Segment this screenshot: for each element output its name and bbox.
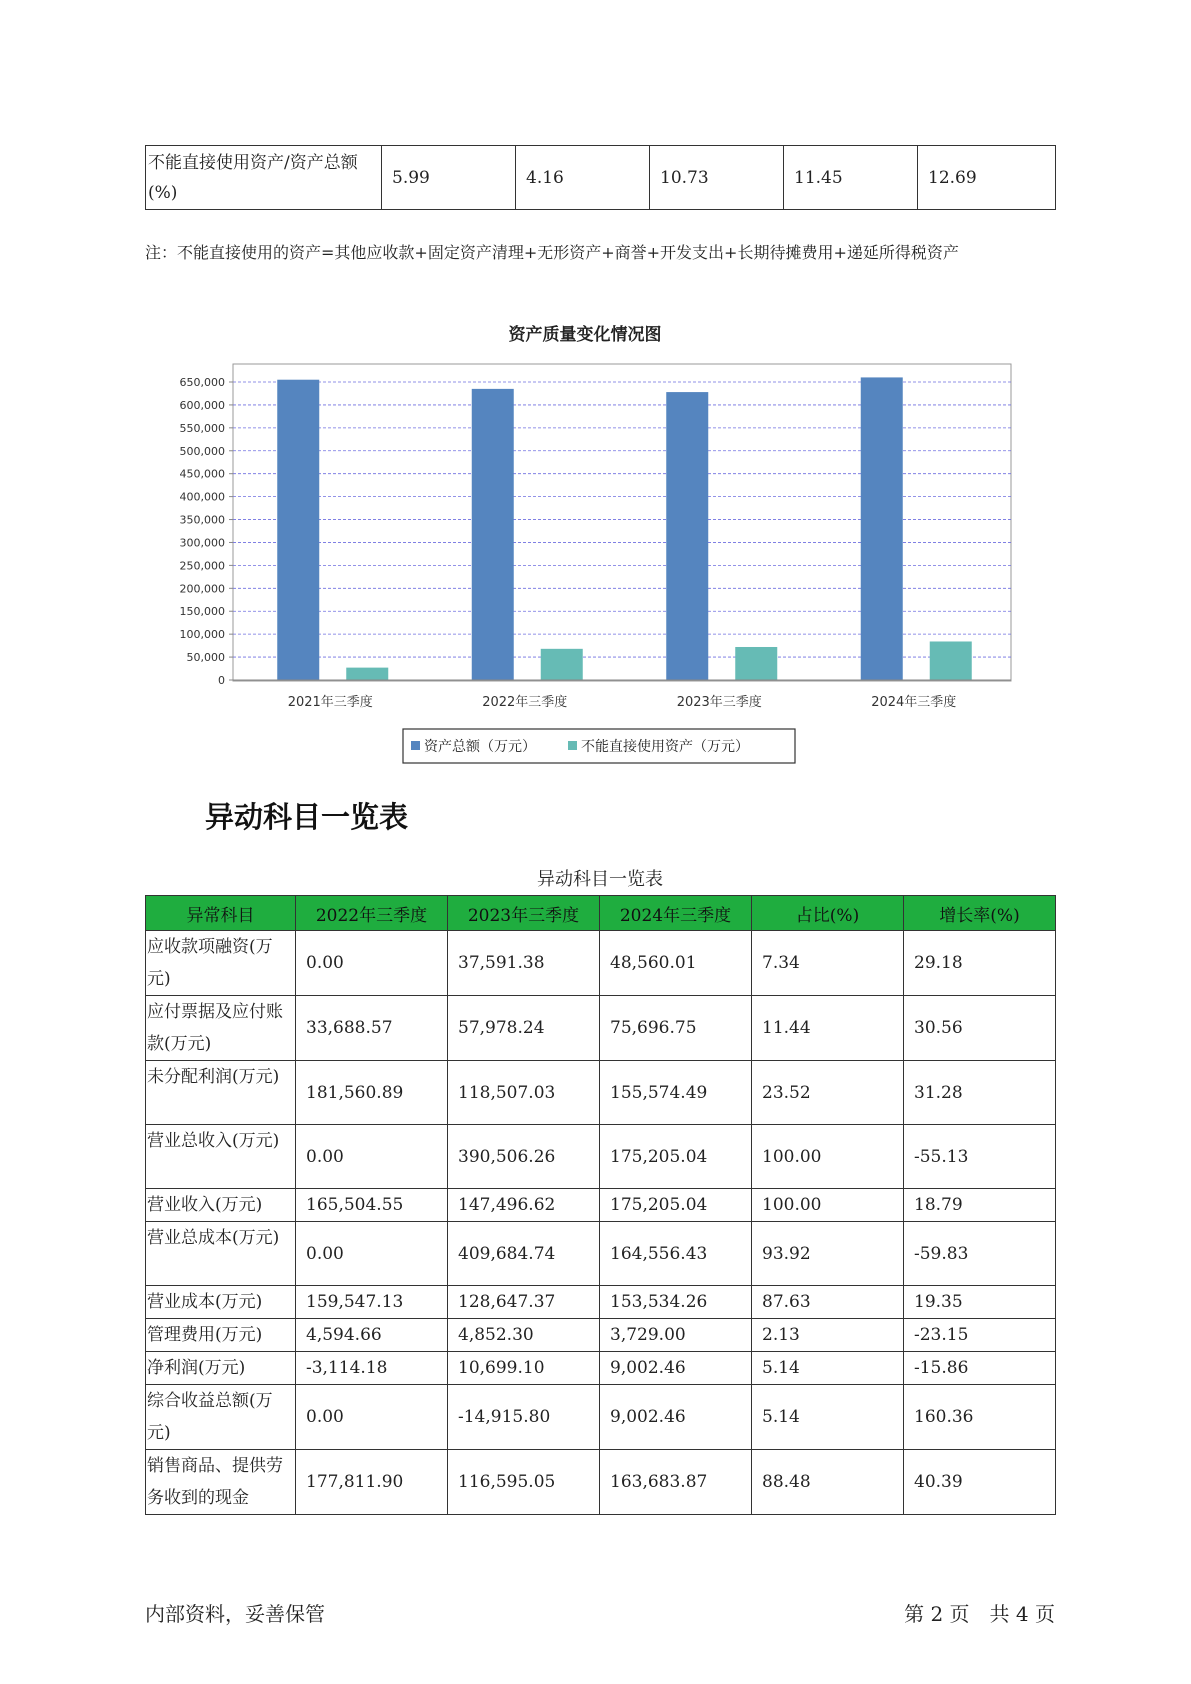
table-cell: 159,547.13 [296,1286,448,1319]
y-tick-label: 250,000 [179,559,225,573]
chart-legend [403,729,795,763]
table-cell: 11.44 [752,996,904,1061]
table-cell: 4,594.66 [296,1319,448,1352]
column-header: 2024年三季度 [600,896,752,931]
table-row [146,1189,1056,1222]
table-cell: 118,507.03 [448,1061,600,1125]
footer-confidential: 内部资料，妥善保管 [145,1602,325,1626]
table-row [146,146,1056,210]
table-cell: 390,506.26 [448,1125,600,1189]
table-cell: 128,647.37 [448,1286,600,1319]
table-cell: 160.36 [904,1385,1056,1450]
asset-ratio-label: 不能直接使用资产/资产总额(%) [146,146,382,210]
legend-label: 不能直接使用资产（万元） [581,739,749,755]
table-cell: 9,002.46 [600,1385,752,1450]
table-cell: 2.13 [752,1319,904,1352]
table-cell: 93.92 [752,1222,904,1286]
table-cell: 75,696.75 [600,996,752,1061]
table-cell: 147,496.62 [448,1189,600,1222]
table-cell: 29.18 [904,931,1056,996]
table-cell: 31.28 [904,1061,1056,1125]
table-cell: 88.48 [752,1450,904,1515]
legend-label: 资产总额（万元） [424,739,536,755]
x-tick-label: 2021年三季度 [287,695,373,710]
asset-quality-chart [140,310,1020,770]
table-cell: 100.00 [752,1189,904,1222]
legend-swatch [411,741,420,750]
column-header: 2022年三季度 [296,896,448,931]
bar-unusable-assets [541,649,583,680]
table-cell: 30.56 [904,996,1056,1061]
table-cell: -15.86 [904,1352,1056,1385]
y-tick-label: 150,000 [179,605,225,619]
table-cell: 87.63 [752,1286,904,1319]
table-cell: 4,852.30 [448,1319,600,1352]
table-row [146,1222,1056,1286]
table-cell: 37,591.38 [448,931,600,996]
table-cell: 177,811.90 [296,1450,448,1515]
table-cell: -59.83 [904,1222,1056,1286]
asset-ratio-value: 5.99 [382,146,516,210]
x-tick-label: 2023年三季度 [676,695,762,710]
y-tick-label: 450,000 [179,467,225,481]
bar-unusable-assets [930,641,972,680]
section-heading: 异动科目一览表 [205,800,409,834]
table-cell: 19.35 [904,1286,1056,1319]
y-tick-label: 0 [218,674,225,687]
table-cell: 9,002.46 [600,1352,752,1385]
table-cell: 48,560.01 [600,931,752,996]
table-cell: 0.00 [296,931,448,996]
table-cell: 165,504.55 [296,1189,448,1222]
chart-title: 资产质量变化情况图 [508,325,662,345]
x-tick-label: 2022年三季度 [482,695,568,710]
asset-ratio-value: 10.73 [650,146,784,210]
table-cell: 23.52 [752,1061,904,1125]
asset-ratio-value: 11.45 [784,146,918,210]
table-cell: -3,114.18 [296,1352,448,1385]
table-cell: 7.34 [752,931,904,996]
table-cell: 5.14 [752,1352,904,1385]
column-header: 占比(%) [752,896,904,931]
anomaly-table [145,895,1056,1515]
row-label: 营业成本(万元) [146,1286,296,1319]
y-tick-label: 550,000 [179,421,225,435]
table-row [146,1352,1056,1385]
table-cell: 153,534.26 [600,1286,752,1319]
table-cell: 5.14 [752,1385,904,1450]
y-tick-label: 600,000 [179,398,225,412]
table-cell: 40.39 [904,1450,1056,1515]
y-tick-label: 300,000 [179,536,225,550]
table-cell: 57,978.24 [448,996,600,1061]
legend-swatch [568,741,577,750]
table-row [146,1450,1056,1515]
table-cell: 100.00 [752,1125,904,1189]
table-cell: 0.00 [296,1125,448,1189]
column-header: 增长率(%) [904,896,1056,931]
table-cell: 3,729.00 [600,1319,752,1352]
asset-ratio-value: 4.16 [516,146,650,210]
table-cell: -14,915.80 [448,1385,600,1450]
table-cell: 409,684.74 [448,1222,600,1286]
table-cell: 175,205.04 [600,1125,752,1189]
y-tick-label: 100,000 [179,628,225,642]
row-label: 净利润(万元) [146,1352,296,1385]
table-row [146,1385,1056,1450]
table-cell: -55.13 [904,1125,1056,1189]
table-cell: 116,595.05 [448,1450,600,1515]
y-tick-label: 50,000 [186,651,225,665]
table-cell: 0.00 [296,1385,448,1450]
table-cell: 163,683.87 [600,1450,752,1515]
y-tick-label: 350,000 [179,513,225,527]
table-cell: 155,574.49 [600,1061,752,1125]
row-label: 未分配利润(万元) [146,1061,296,1125]
row-label: 销售商品、提供劳务收到的现金 [146,1450,296,1515]
table-cell: 10,699.10 [448,1352,600,1385]
table-row [146,1286,1056,1319]
table-cell: -23.15 [904,1319,1056,1352]
asset-ratio-value: 12.69 [918,146,1056,210]
table-row [146,1319,1056,1352]
row-label: 营业总收入(万元) [146,1125,296,1189]
formula-note: 注：不能直接使用的资产=其他应收款+固定资产清理+无形资产+商誉+开发支出+长期待摊费用+递延所得税资产 [145,243,959,262]
bar-total-assets [666,392,708,680]
bar-total-assets [277,380,319,680]
bar-unusable-assets [735,647,777,680]
column-header: 异常科目 [146,896,296,931]
column-header: 2023年三季度 [448,896,600,931]
table-cell: 0.00 [296,1222,448,1286]
table-cell: 18.79 [904,1189,1056,1222]
table-row [146,996,1056,1061]
bar-total-assets [472,389,514,680]
row-label: 应付票据及应付账款(万元) [146,996,296,1061]
y-tick-label: 650,000 [179,376,225,389]
table-header-row [146,896,1056,931]
y-tick-label: 200,000 [179,582,225,596]
row-label: 营业总成本(万元) [146,1222,296,1286]
table-caption: 异动科目一览表 [537,869,663,890]
table-row [146,1061,1056,1125]
table-cell: 33,688.57 [296,996,448,1061]
bar-unusable-assets [346,668,388,680]
table-row [146,1125,1056,1189]
table-cell: 164,556.43 [600,1222,752,1286]
row-label: 营业收入(万元) [146,1189,296,1222]
table-row [146,931,1056,996]
x-tick-label: 2024年三季度 [871,695,957,710]
table-cell: 181,560.89 [296,1061,448,1125]
footer-page-number: 第 2 页 共 4 页 [904,1602,1055,1626]
asset-ratio-table [145,145,1056,210]
row-label: 综合收益总额(万元) [146,1385,296,1450]
row-label: 应收款项融资(万元) [146,931,296,996]
table-cell: 175,205.04 [600,1189,752,1222]
y-tick-label: 400,000 [179,490,225,504]
bar-total-assets [861,377,903,680]
y-tick-label: 500,000 [179,444,225,458]
row-label: 管理费用(万元) [146,1319,296,1352]
